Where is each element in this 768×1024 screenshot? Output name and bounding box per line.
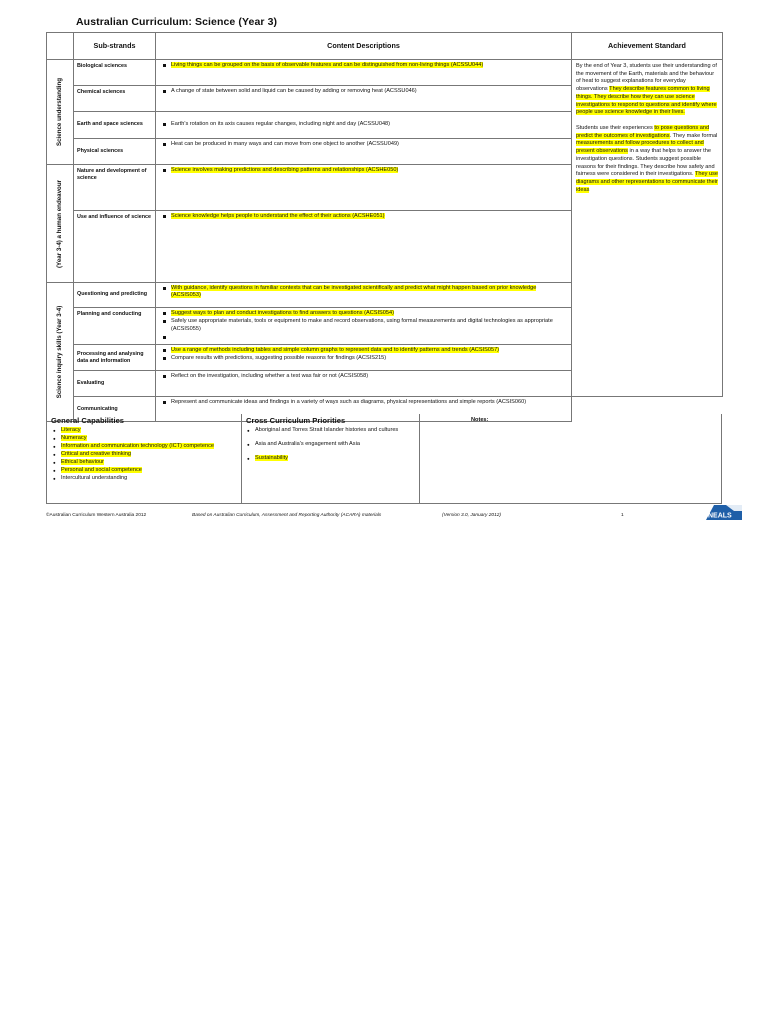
achievement-paragraph xyxy=(576,125,718,194)
achievement-text: in a way that helps to answer the investigation questions. Students suggest possible reasons for their findings. They describe how safety and fairness were considered in their investigations. xyxy=(576,148,715,178)
content-cell xyxy=(156,211,572,283)
substrand-label: Processing and analysing data and information xyxy=(74,345,156,371)
content-cell xyxy=(156,371,572,397)
strand-label: (Year 3-4) a human endeavour xyxy=(55,179,63,268)
substrand-label: Nature and development of science xyxy=(74,165,156,211)
list-item xyxy=(171,399,567,406)
list-item xyxy=(255,455,415,463)
substrand-label: Evaluating xyxy=(74,371,156,397)
content-item: Use a range of methods including tables and simple column graphs to represent data and to identify patterns and trends (ACSIS057) xyxy=(171,347,500,354)
priority-item: Sustainability xyxy=(255,454,288,461)
list-item xyxy=(171,167,567,174)
capability-item: Literacy xyxy=(61,427,81,433)
content-item: Safely use appropriate materials, tools or equipment to make and record observations, using formal measurements and digital technologies as appropriate (ACSIS055) xyxy=(171,318,553,332)
list-item xyxy=(171,121,567,128)
achievement-text: Students use their experiences xyxy=(576,125,655,132)
substrand-label: Communicating xyxy=(74,397,156,422)
list-item xyxy=(171,62,567,69)
substrands-header: Sub-strands xyxy=(74,33,156,60)
table-row xyxy=(47,60,723,86)
blank-header-cell xyxy=(47,33,74,60)
achievement-standard xyxy=(572,60,723,397)
neals-logo xyxy=(704,502,744,522)
capabilities-section xyxy=(46,414,722,504)
content-cell xyxy=(156,139,572,165)
list-item xyxy=(171,88,567,95)
achievement-highlight: They describe features common to living things. They describe how they can use science investigations to respond to questions and identify where people use science knowledge in their lives. xyxy=(576,86,717,116)
notes-divider xyxy=(419,414,420,503)
content-header: Content Descriptions xyxy=(156,33,572,60)
content-item: Science knowledge helps people to understand the effect of their actions (ACSHE051) xyxy=(171,213,385,219)
achievement-header: Achievement Standard xyxy=(572,33,723,60)
capability-item: Critical and creative thinking xyxy=(61,450,131,457)
page-title: Australian Curriculum: Science (Year 3) xyxy=(76,16,278,28)
capability-item: Numeracy xyxy=(61,434,87,441)
capability-item: Intercultural understanding xyxy=(61,474,128,481)
content-item: Heat can be produced in many ways and can move from one object to another (ACSSU049) xyxy=(171,141,399,147)
list-item xyxy=(61,427,237,435)
section-heading: Cross Curriculum Priorities xyxy=(246,416,346,425)
priority-item: Asia and Australia's engagement with Asia xyxy=(255,440,360,447)
capability-item: Information and communication technology (ICT) competence xyxy=(61,442,214,449)
strand-endeavour xyxy=(47,165,74,283)
list-item xyxy=(61,443,237,451)
content-item: With guidance, identify questions in familiar contexts that can be investigated scientifically and predict what might happen based on prior knowledge (ACSIS053) xyxy=(171,285,537,299)
content-cell xyxy=(156,60,572,86)
list-item xyxy=(255,427,415,435)
strand-understanding xyxy=(47,60,74,165)
list-item xyxy=(61,435,237,443)
footer-based-on: Based on Australian Curriculum, Assessment and Reporting Authority (ACARA) materials xyxy=(192,513,382,518)
substrand-label: Questioning and predicting xyxy=(74,283,156,308)
general-capabilities xyxy=(51,416,237,483)
list-item xyxy=(61,459,237,467)
capability-item: Ethical behaviour xyxy=(61,458,104,465)
list-item xyxy=(171,213,567,220)
achievement-highlight: measurements and follow procedures to collect and present observations xyxy=(576,140,704,155)
content-item: Compare results with predictions, suggesting possible reasons for findings (ACSIS215) xyxy=(171,355,387,362)
header-row xyxy=(47,33,723,60)
list-item xyxy=(171,285,567,300)
content-cell xyxy=(156,112,572,139)
achievement-text: By the end of Year 3, students use their understanding of the movement of the Earth, materials and the behaviour of heat to suggest explanations for everyday observations xyxy=(576,63,717,93)
list-item xyxy=(61,475,237,483)
capability-item: Personal and social competence xyxy=(61,466,142,473)
content-cell xyxy=(156,283,572,308)
content-cell xyxy=(156,345,572,371)
list-item xyxy=(61,467,237,475)
content-item: Earth's rotation on its axis causes regular changes, including night and day (ACSSU048) xyxy=(171,120,391,127)
achievement-highlight: to pose questions and predict the outcomes of investigations xyxy=(576,125,710,139)
footer-page-number: 1 xyxy=(621,513,624,518)
content-item: Reflect on the investigation, including whether a test was fair or not (ACSIS058) xyxy=(171,373,369,380)
content-cell xyxy=(156,165,572,211)
substrand-label: Earth and space sciences xyxy=(74,112,156,139)
content-item: A change of state between solid and liquid can be caused by adding or removing heat (ACSSU046) xyxy=(171,88,417,94)
content-item: Represent and communicate ideas and findings in a variety of ways such as diagrams, physical representations and simple reports (ACSIS060) xyxy=(171,399,527,406)
substrand-label: Planning and conducting xyxy=(74,308,156,345)
cross-curriculum-priorities xyxy=(241,414,419,503)
list-item xyxy=(171,355,567,362)
strand-label: Science inquiry skills (Year 3-4) xyxy=(55,305,63,399)
list-item xyxy=(255,441,415,449)
logo-text: NEALS xyxy=(708,512,732,520)
content-cell xyxy=(156,86,572,112)
content-item: Living things can be grouped on the basis of observable features and can be distinguished from non-living things (ACSSU044) xyxy=(171,62,484,68)
achievement-highlight: They use diagrams and other representations to communicate their ideas xyxy=(576,171,718,193)
footer-copyright: ©Australian Curriculum Western Australia 2012 xyxy=(46,513,147,518)
strand-inquiry xyxy=(47,283,74,422)
footer-version: (Version 3.0, January 2012) xyxy=(442,513,502,518)
achievement-text: . They make formal xyxy=(669,132,718,139)
curriculum-table xyxy=(46,32,723,422)
list-item xyxy=(61,451,237,459)
substrand-label: Biological sciences xyxy=(74,60,156,86)
content-item: Suggest ways to plan and conduct investigations to find answers to questions (ACSIS054) xyxy=(171,310,394,316)
notes-label: Notes: xyxy=(471,417,489,423)
list-item xyxy=(171,334,567,341)
list-item xyxy=(171,318,567,333)
section-heading: General Capabilities xyxy=(51,416,125,425)
substrand-label: Physical sciences xyxy=(74,139,156,165)
list-item xyxy=(171,141,567,148)
strand-label: Science understanding xyxy=(55,77,63,147)
list-item xyxy=(171,373,567,380)
substrand-label: Use and influence of science xyxy=(74,211,156,283)
content-cell xyxy=(156,308,572,345)
content-item: Science involves making predictions and describing patterns and relationships (ACSHE050) xyxy=(171,167,399,173)
substrand-label: Chemical sciences xyxy=(74,86,156,112)
list-item xyxy=(171,310,567,317)
achievement-paragraph xyxy=(576,63,718,117)
list-item xyxy=(171,347,567,354)
priority-item: Aboriginal and Torres Strait Islander histories and cultures xyxy=(255,427,399,433)
